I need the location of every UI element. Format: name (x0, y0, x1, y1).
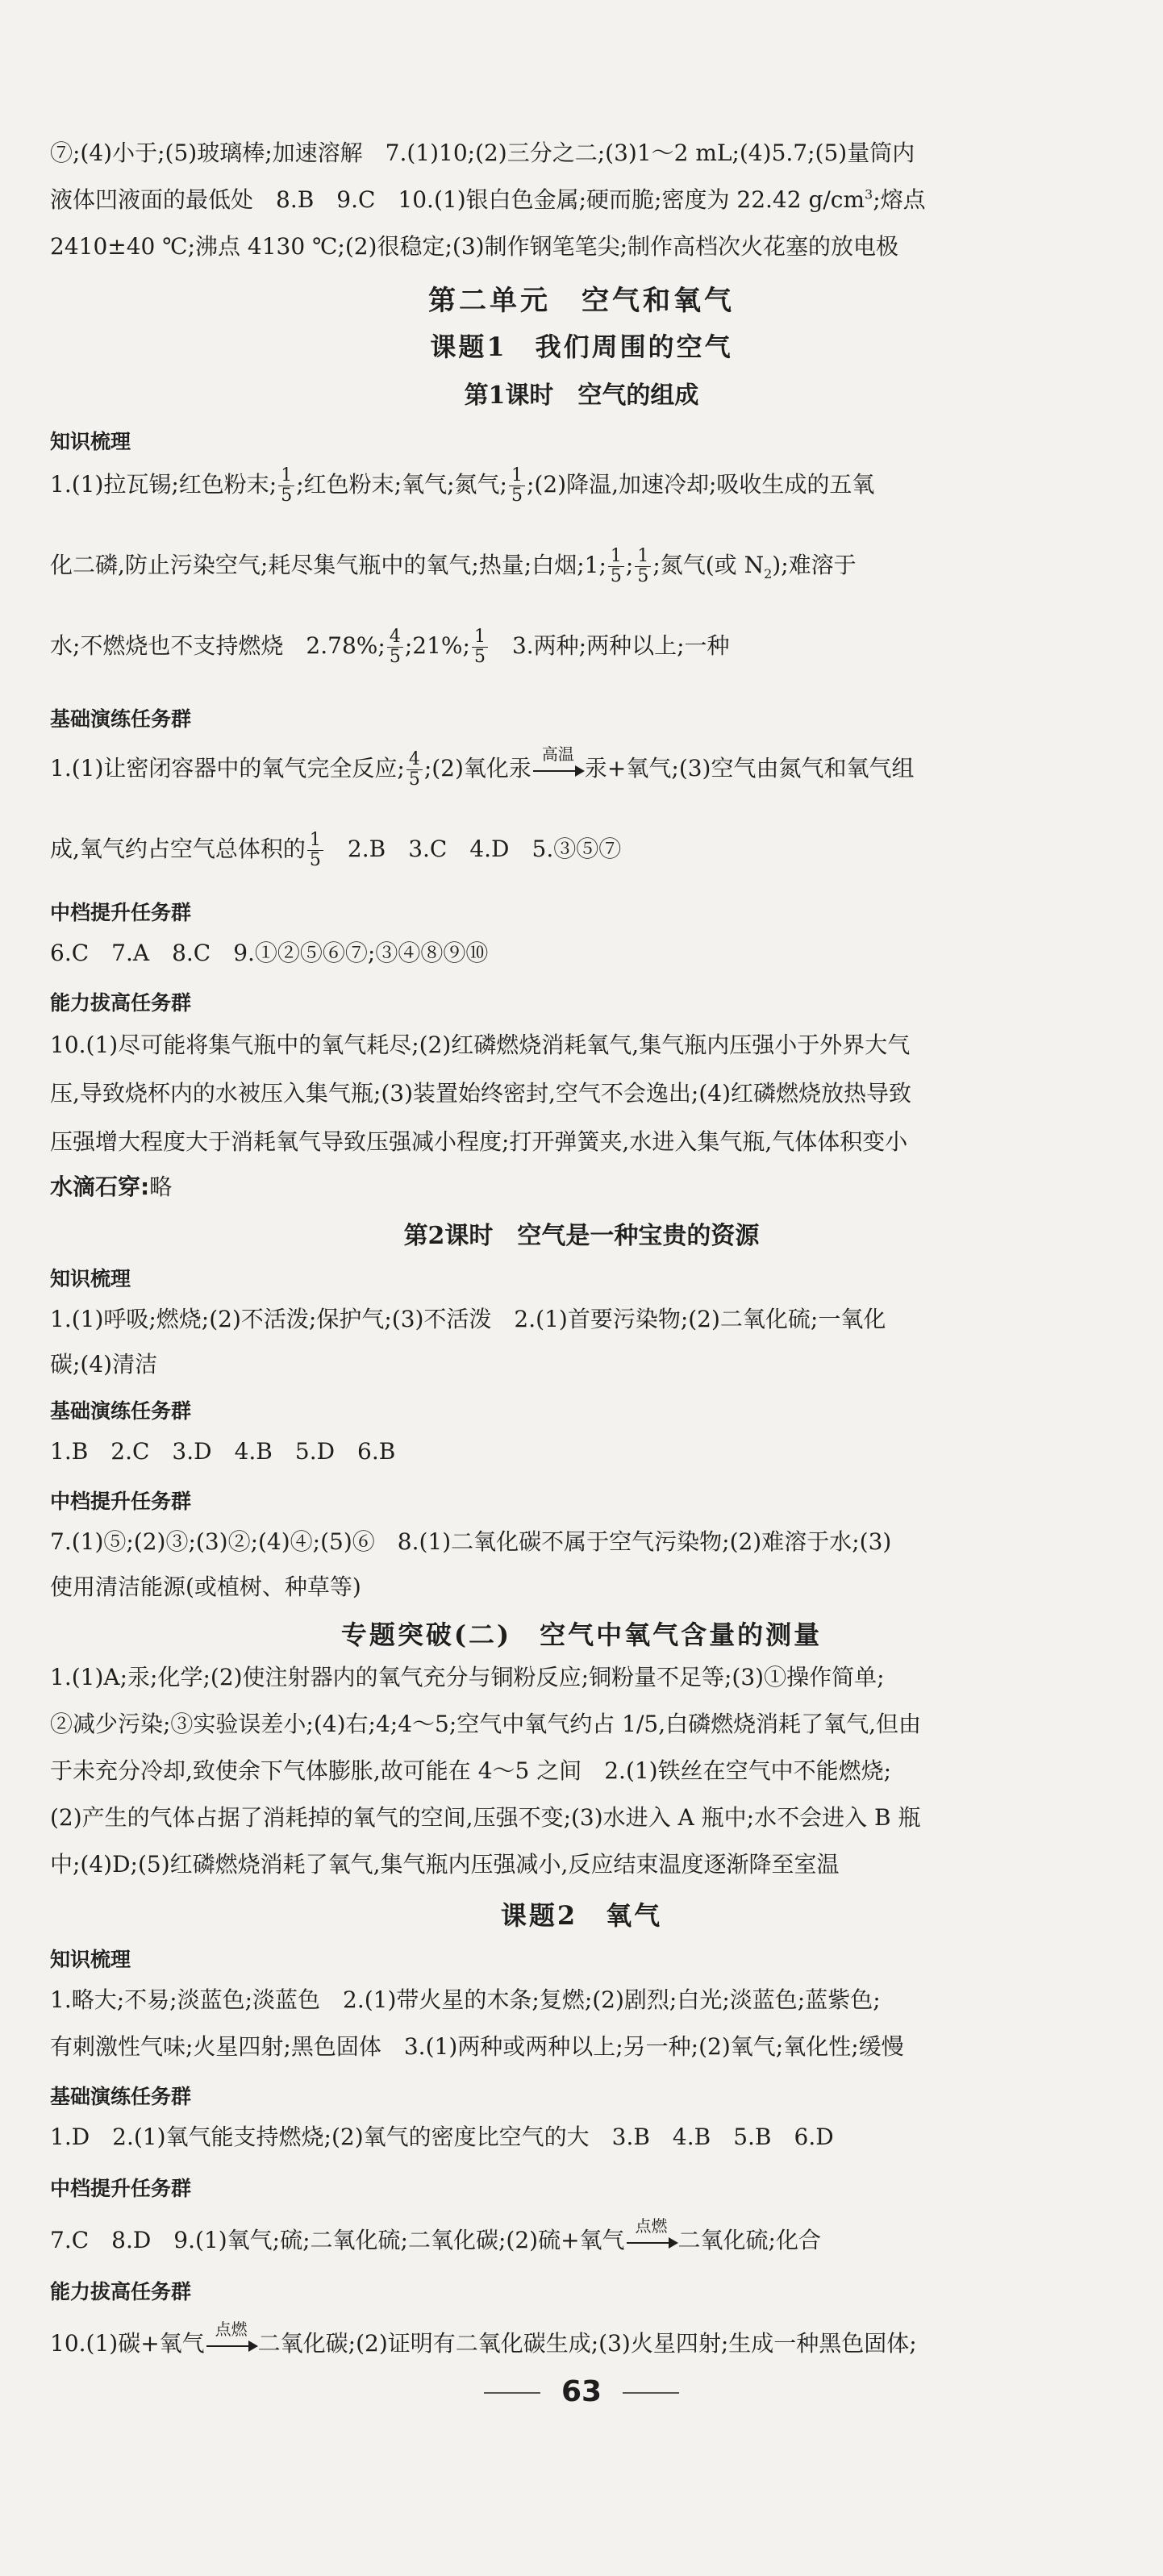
t2-knowledge-line-1: 1.略大;不易;淡蓝色;淡蓝色 2.(1)带火星的木条;复燃;(2)剧烈;白光;淡蓝色;蓝紫色; (50, 1986, 881, 2013)
t2-basic-line: 1.D 2.(1)氧气能支持燃烧;(2)氧气的密度比空气的大 3.B 4.B 5.B 6.D (50, 2124, 834, 2150)
reaction-arrow: 高温 (531, 759, 585, 782)
l1-knowledge-line-2: 化二磷,防止污染空气;耗尽集气瓶中的氧气;热量;白烟;1; $\frac{1}{5}$ ; $\frac{1}{5}$ ;氮气(或 $N_2$);难溶于 (50, 546, 857, 587)
heading-mid: 中档提升任务群 (50, 2177, 192, 2200)
fraction: $\frac{4}{5}$ (387, 627, 403, 667)
heading-mid: 中档提升任务群 (50, 1490, 192, 1513)
fraction: $\frac{1}{5}$ (608, 547, 624, 586)
fraction: $\frac{1}{5}$ (278, 466, 294, 506)
heading-advanced: 能力拔高任务群 (50, 2280, 192, 2303)
l2-knowledge-line-1: 1.(1)呼吸;燃烧;(2)不活泼;保护气;(3)不活泼 2.(1)首要污染物;(2)二氧化硫;一氧化 (50, 1306, 886, 1332)
page-number: 63 (0, 2375, 1163, 2408)
lesson-1-title: 第1课时 空气的组成 (464, 381, 699, 410)
fraction: $\frac{1}{5}$ (509, 466, 525, 506)
heading-basic: 基础演练任务群 (50, 1399, 192, 1423)
t2-mid-line: 7.C 8.D 9.(1)氧气;硫;二氧化硫;二氧化碳;(2)硫+氧气 点燃 二氧化硫;化合 (50, 2215, 821, 2253)
l1-basic-line-2: 成,氧气约占空气总体积的 $\frac{1}{5}$ 2.B 3.C 4.D 5.③⑤⑦ (50, 830, 622, 871)
fraction: $\frac{1}{5}$ (472, 627, 488, 667)
heading-advanced: 能力拔高任务群 (50, 991, 192, 1015)
l2-basic-line: 1.B 2.C 3.D 4.B 5.D 6.B (50, 1438, 396, 1465)
t2-advanced-line: 10.(1)碳+氧气 点燃 二氧化碳;(2)证明有二氧化碳生成;(3)火星四射;生成一种黑色固体; (50, 2319, 917, 2357)
reaction-arrow: 点燃 (205, 2334, 258, 2357)
topic-1-title: 课题1 我们周围的空气 (430, 331, 733, 362)
l1-advanced-line-3: 压强增大程度大于消耗氧气导致压强减小程度;打开弹簧夹,水进入集气瓶,气体体积变小 (50, 1128, 908, 1155)
special-line-5: 中;(4)D;(5)红磷燃烧消耗了氧气,集气瓶内压强减小,反应结束温度逐渐降至室温 (50, 1851, 840, 1878)
special-title: 专题突破(二) 空气中氧气含量的测量 (340, 1619, 823, 1650)
fraction: $\frac{4}{5}$ (406, 750, 423, 790)
l1-advanced-line-1: 10.(1)尽可能将集气瓶中的氧气耗尽;(2)红磷燃烧消耗氧气,集气瓶内压强小于外界大气 (50, 1032, 911, 1058)
l1-shuidi-line: 水滴石穿:略 (50, 1173, 173, 1200)
fraction: $\frac{1}{5}$ (307, 831, 323, 870)
special-line-1: 1.(1)A;汞;化学;(2)使注射器内的氧气充分与铜粉反应;铜粉量不足等;(3)①操作简单; (50, 1664, 885, 1690)
reaction-arrow: 点燃 (625, 2231, 678, 2253)
heading-knowledge: 知识梳理 (50, 1267, 131, 1290)
heading-knowledge: 知识梳理 (50, 430, 131, 453)
special-line-3: 于未充分冷却,致使余下气体膨胀,故可能在 4～5 之间 2.(1)铁丝在空气中不能燃烧; (50, 1757, 892, 1784)
l1-advanced-line-2: 压,导致烧杯内的水被压入集气瓶;(3)装置始终密封,空气不会逸出;(4)红磷燃烧放热导致 (50, 1080, 911, 1107)
heading-basic: 基础演练任务群 (50, 2085, 192, 2108)
l2-mid-line-2: 使用清洁能源(或植树、种草等) (50, 1574, 361, 1600)
fraction: $\frac{1}{5}$ (635, 547, 651, 586)
l1-basic-line-1: 1.(1)让密闭容器中的氧气完全反应; $\frac{4}{5}$ ;(2)氧化汞 高温 汞+氧气;(3)空气由氮气和氧气组 (50, 744, 915, 790)
intro-line-2: 液体凹液面的最低处 8.B 9.C 10.(1)银白色金属;硬而脆;密度为 22.42 $g/cm^3$;熔点 (50, 186, 926, 213)
special-line-4: (2)产生的气体占据了消耗掉的氧气的空间,压强不变;(3)水进入 A 瓶中;水不会进入 B 瓶 (50, 1804, 921, 1831)
heading-mid: 中档提升任务群 (50, 901, 192, 924)
intro-line-1: ⑦;(4)小于;(5)玻璃棒;加速溶解 7.(1)10;(2)三分之二;(3)1～2 mL;(4)5.7;(5)量筒内 (50, 140, 915, 166)
l1-knowledge-line-1: 1.(1)拉瓦锡;红色粉末; $\frac{1}{5}$ ;红色粉末;氧气;氮气; $\frac{1}{5}$ ;(2)降温,加速冷却;吸收生成的五氧 (50, 465, 875, 506)
l2-knowledge-line-2: 碳;(4)清洁 (50, 1351, 158, 1378)
l1-mid-line: 6.C 7.A 8.C 9.①②⑤⑥⑦;③④⑧⑨⑩ (50, 940, 489, 966)
l2-mid-line-1: 7.(1)⑤;(2)③;(3)②;(4)④;(5)⑥ 8.(1)二氧化碳不属于空气污染物;(2)难溶于水;(3) (50, 1528, 892, 1555)
lesson-2-title: 第2课时 空气是一种宝贵的资源 (403, 1222, 760, 1250)
topic-2-title: 课题2 氧气 (500, 1900, 663, 1931)
t2-knowledge-line-2: 有刺激性气味;火星四射;黑色固体 3.(1)两种或两种以上;另一种;(2)氧气;氧化性;缓慢 (50, 2033, 904, 2060)
unit-title: 第二单元 空气和氧气 (428, 285, 735, 317)
heading-knowledge: 知识梳理 (50, 1948, 131, 1971)
l1-knowledge-line-3: 水;不燃烧也不支持燃烧 2.78%; $\frac{4}{5}$ ;21%; $\frac{1}{5}$ 3.两种;两种以上;一种 (50, 627, 730, 668)
special-line-2: ②减少污染;③实验误差小;(4)右;4;4～5;空气中氧气约占 1/5,白磷燃烧消耗了氧气,但由 (50, 1711, 922, 1737)
intro-line-3: 2410±40 ℃;沸点 4130 ℃;(2)很稳定;(3)制作钢笔笔尖;制作高档次火花塞的放电极 (50, 233, 899, 260)
heading-basic: 基础演练任务群 (50, 707, 192, 731)
